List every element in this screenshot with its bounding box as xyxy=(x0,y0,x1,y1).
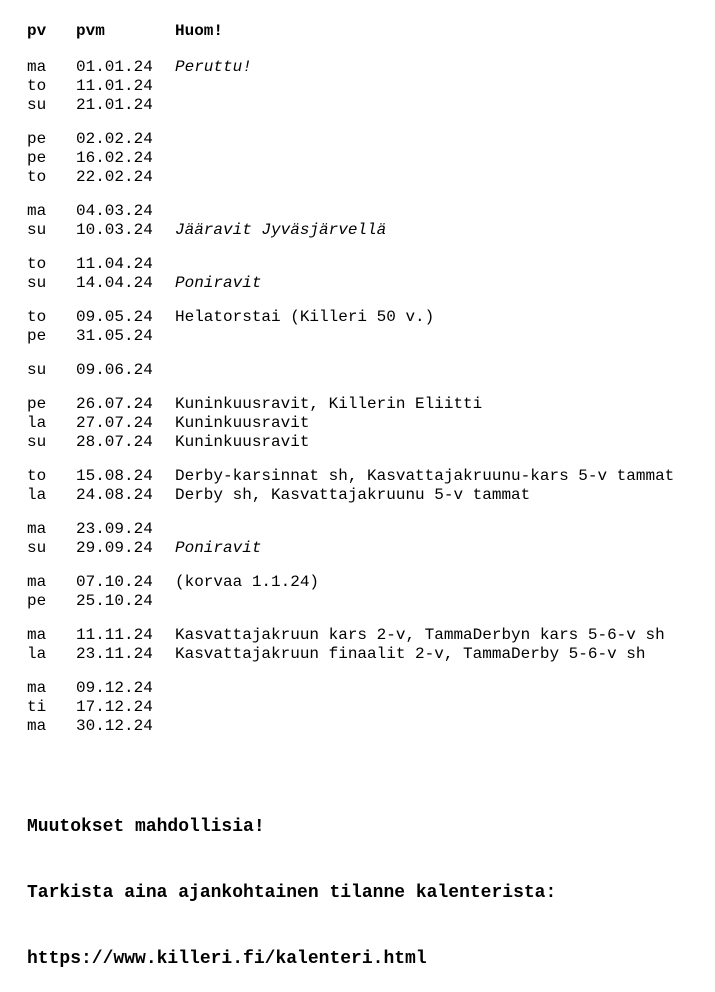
row-note: Poniravit xyxy=(175,274,262,292)
schedule-row xyxy=(27,626,674,645)
row-weekday: su xyxy=(27,361,47,379)
month-group xyxy=(27,467,674,505)
schedule-row xyxy=(27,221,674,240)
row-date: 09.12.24 xyxy=(76,679,153,697)
row-note: (korvaa 1.1.24) xyxy=(175,573,320,591)
month-group xyxy=(27,58,674,115)
row-date: 15.08.24 xyxy=(76,467,153,485)
schedule-groups xyxy=(27,58,674,736)
row-note: Jääravit Jyväsjärvellä xyxy=(175,221,387,239)
row-date: 10.03.24 xyxy=(76,221,153,239)
row-date: 23.09.24 xyxy=(76,520,153,538)
row-weekday: ma xyxy=(27,717,47,735)
row-date: 09.06.24 xyxy=(76,361,153,379)
schedule-row xyxy=(27,433,674,452)
row-date: 02.02.24 xyxy=(76,130,153,148)
row-note: Kuninkuusravit xyxy=(175,433,310,451)
schedule-header xyxy=(27,22,674,41)
race-schedule xyxy=(27,22,674,751)
schedule-row xyxy=(27,58,674,77)
row-weekday: pe xyxy=(27,327,47,345)
schedule-row xyxy=(27,539,674,558)
month-group xyxy=(27,679,674,736)
row-note: Kuninkuusravit, Killerin Eliitti xyxy=(175,395,483,413)
schedule-row xyxy=(27,520,674,539)
row-date: 07.10.24 xyxy=(76,573,153,591)
row-date: 30.12.24 xyxy=(76,717,153,735)
schedule-row xyxy=(27,168,674,187)
row-date: 27.07.24 xyxy=(76,414,153,432)
row-weekday: la xyxy=(27,645,47,663)
row-weekday: pe xyxy=(27,149,47,167)
schedule-row xyxy=(27,573,674,592)
row-weekday: to xyxy=(27,467,47,485)
row-weekday: pe xyxy=(27,395,47,413)
row-date: 24.08.24 xyxy=(76,486,153,504)
schedule-row xyxy=(27,645,674,664)
schedule-row xyxy=(27,717,674,736)
row-date: 14.04.24 xyxy=(76,274,153,292)
schedule-row xyxy=(27,592,674,611)
row-date: 11.01.24 xyxy=(76,77,153,95)
row-date: 28.07.24 xyxy=(76,433,153,451)
row-date: 21.01.24 xyxy=(76,96,153,114)
row-weekday: ma xyxy=(27,520,47,538)
row-date: 22.02.24 xyxy=(76,168,153,186)
month-group xyxy=(27,626,674,664)
row-weekday: to xyxy=(27,168,47,186)
row-weekday: su xyxy=(27,221,47,239)
row-note: Kasvattajakruun kars 2-v, TammaDerbyn kars 5-6-v sh xyxy=(175,626,665,644)
row-date: 23.11.24 xyxy=(76,645,153,663)
schedule-row xyxy=(27,274,674,293)
row-note: Helatorstai (Killeri 50 v.) xyxy=(175,308,435,326)
row-weekday: ma xyxy=(27,626,47,644)
month-group xyxy=(27,202,674,240)
header-note: Huom! xyxy=(175,22,224,40)
month-group xyxy=(27,255,674,293)
row-weekday: ti xyxy=(27,698,47,716)
schedule-row xyxy=(27,308,674,327)
month-group xyxy=(27,573,674,611)
header-pv: pv xyxy=(27,22,47,40)
schedule-row xyxy=(27,149,674,168)
row-weekday: to xyxy=(27,255,47,273)
row-weekday: la xyxy=(27,414,47,432)
month-group xyxy=(27,308,674,346)
schedule-row xyxy=(27,96,674,115)
schedule-row xyxy=(27,486,674,505)
footer-line-check: Tarkista aina ajankohtainen tilanne kalenterista: xyxy=(27,883,557,903)
row-weekday: pe xyxy=(27,130,47,148)
schedule-row xyxy=(27,130,674,149)
row-weekday: pe xyxy=(27,592,47,610)
row-weekday: su xyxy=(27,433,47,451)
row-note: Poniravit xyxy=(175,539,262,557)
row-weekday: su xyxy=(27,96,47,114)
row-date: 29.09.24 xyxy=(76,539,153,557)
row-date: 04.03.24 xyxy=(76,202,153,220)
footer-line-changes: Muutokset mahdollisia! xyxy=(27,817,265,837)
row-weekday: ma xyxy=(27,679,47,697)
footer-calendar-link[interactable]: https://www.killeri.fi/kalenteri.html xyxy=(27,949,427,969)
row-note: Derby-karsinnat sh, Kasvattajakruunu-kars 5-v tammat xyxy=(175,467,675,485)
row-date: 17.12.24 xyxy=(76,698,153,716)
row-date: 16.02.24 xyxy=(76,149,153,167)
row-weekday: to xyxy=(27,308,47,326)
schedule-row xyxy=(27,77,674,96)
header-pvm: pvm xyxy=(76,22,105,40)
row-weekday: ma xyxy=(27,202,47,220)
row-weekday: su xyxy=(27,274,47,292)
row-note: Derby sh, Kasvattajakruunu 5-v tammat xyxy=(175,486,531,504)
row-date: 11.04.24 xyxy=(76,255,153,273)
schedule-row xyxy=(27,395,674,414)
schedule-row xyxy=(27,467,674,486)
row-weekday: to xyxy=(27,77,47,95)
row-weekday: ma xyxy=(27,573,47,591)
row-date: 25.10.24 xyxy=(76,592,153,610)
row-weekday: su xyxy=(27,539,47,557)
row-note: Peruttu! xyxy=(175,58,252,76)
schedule-row xyxy=(27,698,674,717)
month-group xyxy=(27,395,674,452)
schedule-row xyxy=(27,202,674,221)
month-group xyxy=(27,130,674,187)
schedule-row xyxy=(27,361,674,380)
row-date: 11.11.24 xyxy=(76,626,153,644)
footer-notice xyxy=(27,772,556,992)
month-group xyxy=(27,520,674,558)
schedule-row xyxy=(27,679,674,698)
row-note: Kasvattajakruun finaalit 2-v, TammaDerby 5-6-v sh xyxy=(175,645,646,663)
row-weekday: la xyxy=(27,486,47,504)
month-group xyxy=(27,361,674,380)
schedule-row xyxy=(27,327,674,346)
row-date: 01.01.24 xyxy=(76,58,153,76)
row-date: 09.05.24 xyxy=(76,308,153,326)
schedule-row xyxy=(27,255,674,274)
schedule-row xyxy=(27,414,674,433)
row-note: Kuninkuusravit xyxy=(175,414,310,432)
row-date: 26.07.24 xyxy=(76,395,153,413)
row-date: 31.05.24 xyxy=(76,327,153,345)
row-weekday: ma xyxy=(27,58,47,76)
